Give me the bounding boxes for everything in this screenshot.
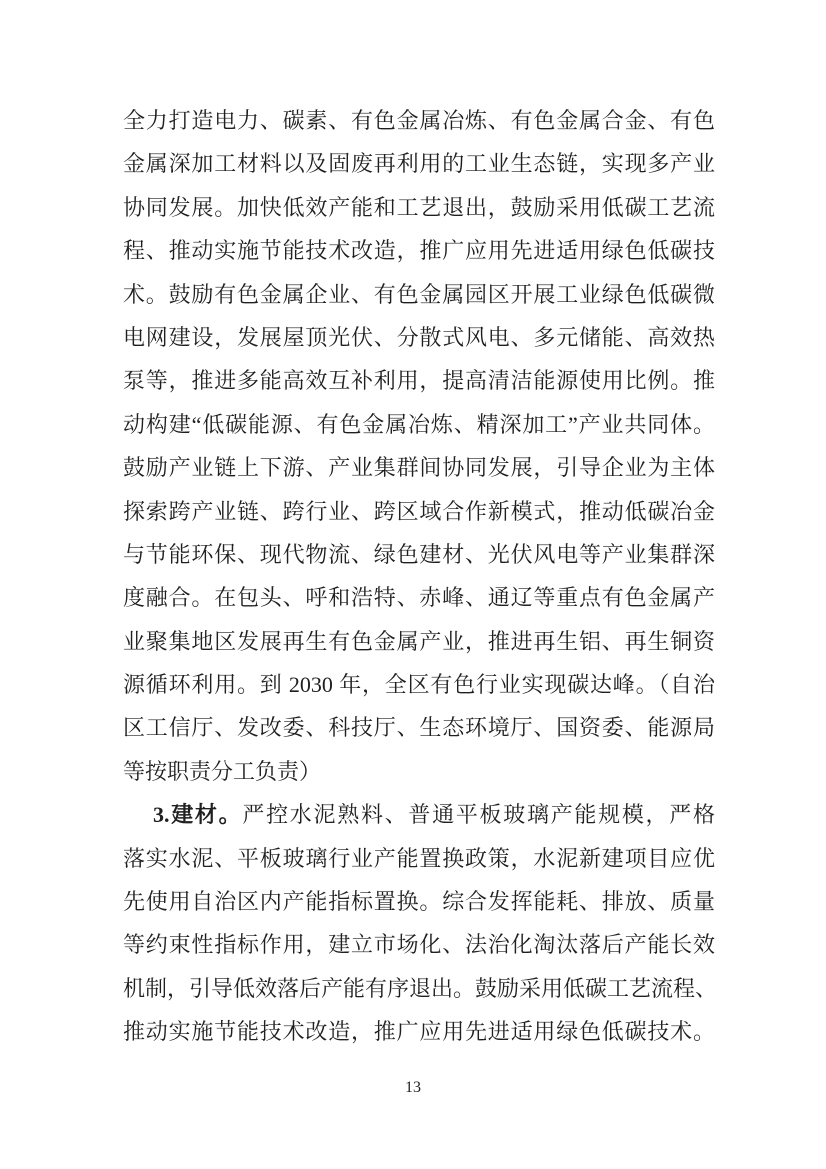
- text-line: 全力打造电力、碳素、有色金属冶炼、有色金属合金、有色: [123, 108, 715, 133]
- text-line: 探索跨产业链、跨行业、跨区域合作新模式，推动低碳冶金: [123, 498, 715, 524]
- text-line: 金属深加工材料以及固废再利用的工业生态链，实现多产业: [123, 151, 715, 177]
- text-line: 动构建“低碳能源、有色金属冶炼、精深加工”产业共同体。: [123, 411, 715, 437]
- text-line: 机制，引导低效落后产能有序退出。鼓励采用低碳工艺流程、: [123, 975, 718, 1001]
- text-line: 业聚集地区发展再生有色金属产业，推进再生铝、再生铜资: [123, 628, 715, 654]
- text-line: 等按职责分工负责）: [123, 758, 322, 784]
- text-line: 协同发展。加快低效产能和工艺退出，鼓励采用低碳工艺流: [123, 194, 715, 220]
- text-line: 源循环利用。到 2030 年，全区有色行业实现碳达峰。（自治: [123, 672, 715, 698]
- text-line: 3.建材。严控水泥熟料、普通平板玻璃产能规模，严格: [153, 802, 715, 828]
- text-line: 与节能环保、现代物流、绿色建材、光伏风电等产业集群深: [123, 541, 715, 567]
- text-line: 先使用自治区内产能指标置换。综合发挥能耗、排放、质量: [123, 889, 715, 915]
- page-number: 13: [405, 1079, 421, 1096]
- text-line: 泵等，推进多能高效互补利用，提高清洁能源使用比例。推: [123, 368, 715, 394]
- text-line: 电网建设，发展屋顶光伏、分散式风电、多元储能、高效热: [123, 324, 715, 350]
- text-line: 区工信厅、发改委、科技厅、生态环境厅、国资委、能源局: [123, 715, 715, 741]
- section-heading: 3.建材。: [153, 802, 243, 828]
- text-line: 落实水泥、平板玻璃行业产能置换政策，水泥新建项目应优: [123, 845, 715, 871]
- text-line: 程、推动实施节能技术改造，推广应用先进适用绿色低碳技: [123, 238, 715, 264]
- document-body: [123, 99, 718, 1054]
- text-line: 推动实施节能技术改造，推广应用先进适用绿色低碳技术。: [123, 1019, 715, 1045]
- text-line: 等约束性指标作用，建立市场化、法治化淘汰落后产能长效: [123, 932, 715, 958]
- text-line: 术。鼓励有色金属企业、有色金属园区开展工业绿色低碳微: [123, 281, 715, 307]
- text-line: 鼓励产业链上下游、产业集群间协同发展，引导企业为主体: [123, 455, 715, 481]
- text-line: 度融合。在包头、呼和浩特、赤峰、通辽等重点有色金属产: [123, 585, 715, 611]
